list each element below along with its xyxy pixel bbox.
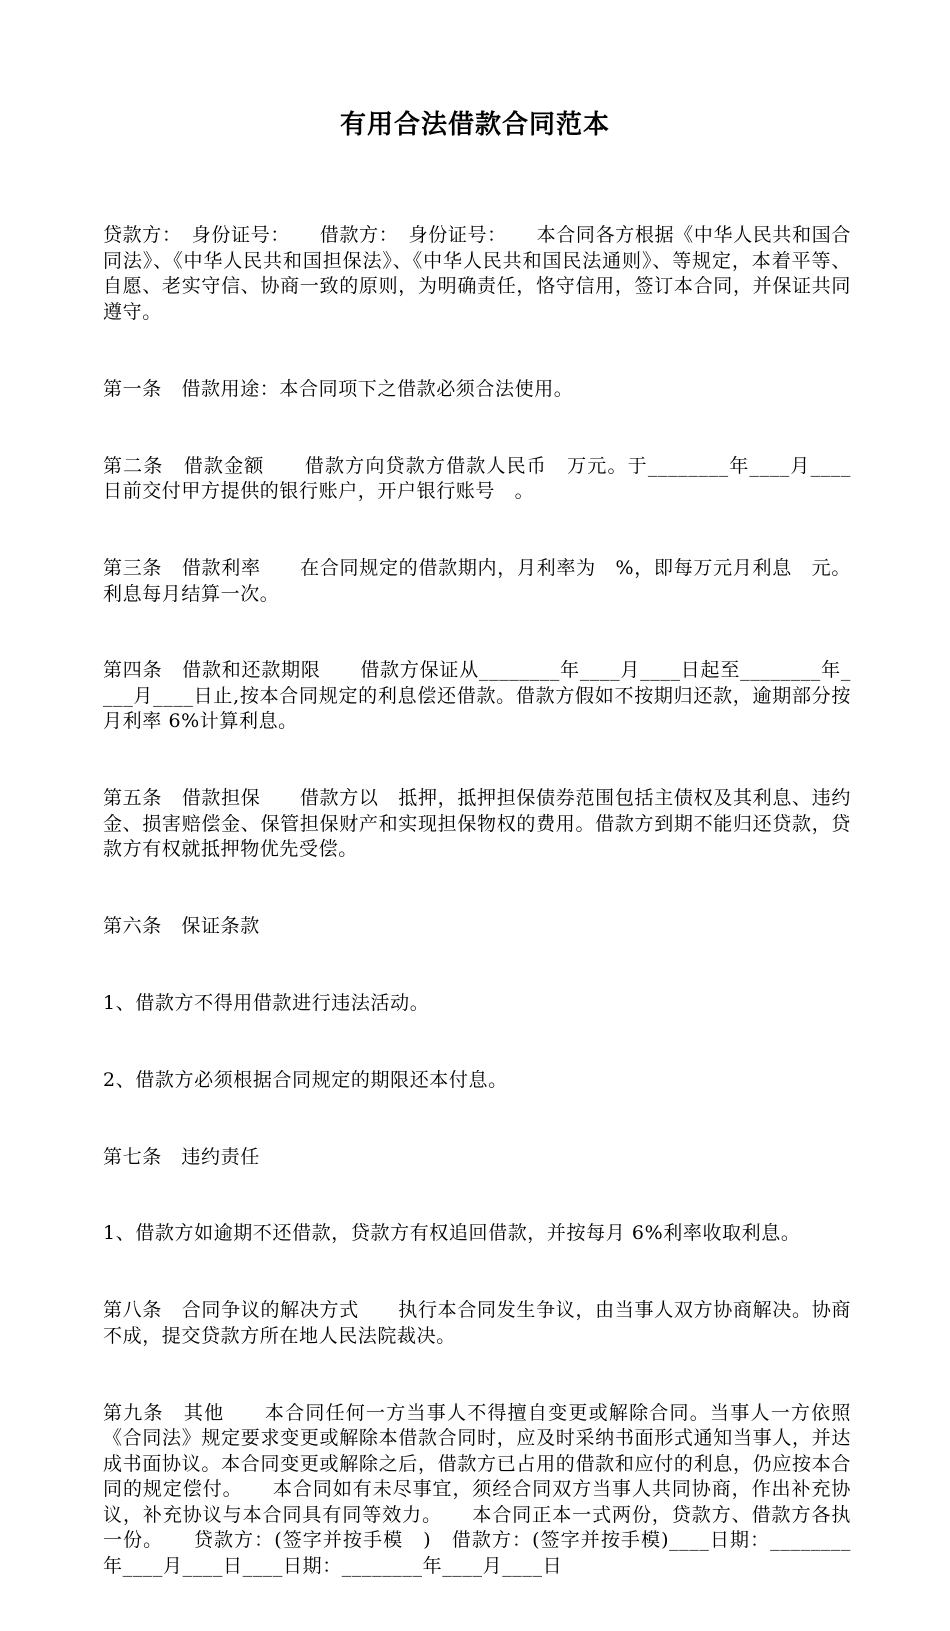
paragraph-article-5: 第五条 借款担保 借款方以 抵押，抵押担保债券范围包括主债权及其利息、违约金、损害赔偿金、保管担保财产和实现担保物权的费用。借款方到期不能归还贷款，贷款方有权就抵押物优先受偿。: [103, 787, 851, 861]
paragraph-article-4: 第四条 借款和还款期限 借款方保证从________年____月____日起至________年____月____日止,按本合同规定的利息偿还借款。借款方假如不按期归还款，逾期部分按月利率 6%计算利息。: [103, 659, 851, 733]
paragraph-article-6-heading: 第六条 保证条款: [103, 915, 260, 938]
paragraph-article-9: 第九条 其他 本合同任何一方当事人不得擅自变更或解除合同。当事人一方依照《合同法》规定要求变更或解除本借款合同时，应及时采纳书面形式通知当事人，并达成书面协议。本合同变更或解除之后，借款方已占用的借款和应付的利息，仍应按本合同的规定偿付。 本合同如有未尽事宜，须经合同双方当事人共同协商，作出补充协议，补充协议与本合同具有同等效力。 本合同正本一式两份，贷款方、借款方各执一份。 贷款方：(签字并按手模 ) 借款方：(签字并按手模)____日期：________年____月____日____日期：________年____月____日: [103, 1401, 851, 1578]
paragraph-article-6-item-2: 2、借款方必须根据合同规定的期限还本付息。: [103, 1068, 508, 1091]
paragraph-article-7-heading: 第七条 违约责任: [103, 1145, 260, 1168]
document-title: 有用合法借款合同范本: [339, 110, 610, 140]
paragraph-preamble: 贷款方： 身份证号： 借款方： 身份证号： 本合同各方根据《中华人民共和国合同法》、《中华人民共和国担保法》、《中华人民共和国民法通则》、等规定，本着平等、自愿、老实守信、协商一致的原则，为明确责任，恪守信用，签订本合同，并保证共同遵守。: [103, 224, 851, 323]
paragraph-article-2: 第二条 借款金额 借款方向贷款方借款人民币 万元。于________年____月____日前交付甲方提供的银行账户，开户银行账号 。: [103, 454, 851, 503]
paragraph-article-6-item-1: 1、借款方不得用借款进行违法活动。: [103, 992, 430, 1014]
paragraph-article-1: 第一条 借款用途：本合同项下之借款必须合法使用。: [103, 377, 574, 400]
paragraph-article-8: 第八条 合同争议的解决方式 执行本合同发生争议，由当事人双方协商解决。协商不成，提交贷款方所在地人民法院裁决。: [103, 1299, 851, 1347]
paragraph-article-7-item-1: 1、借款方如逾期不还借款，贷款方有权追回借款，并按每月 6%利率收取利息。: [103, 1222, 801, 1245]
document-body: [103, 172, 851, 1631]
paragraph-article-3: 第三条 借款利率 在合同规定的借款期内，月利率为 %，即每万元月利息 元。利息每月结算一次。: [103, 556, 851, 605]
